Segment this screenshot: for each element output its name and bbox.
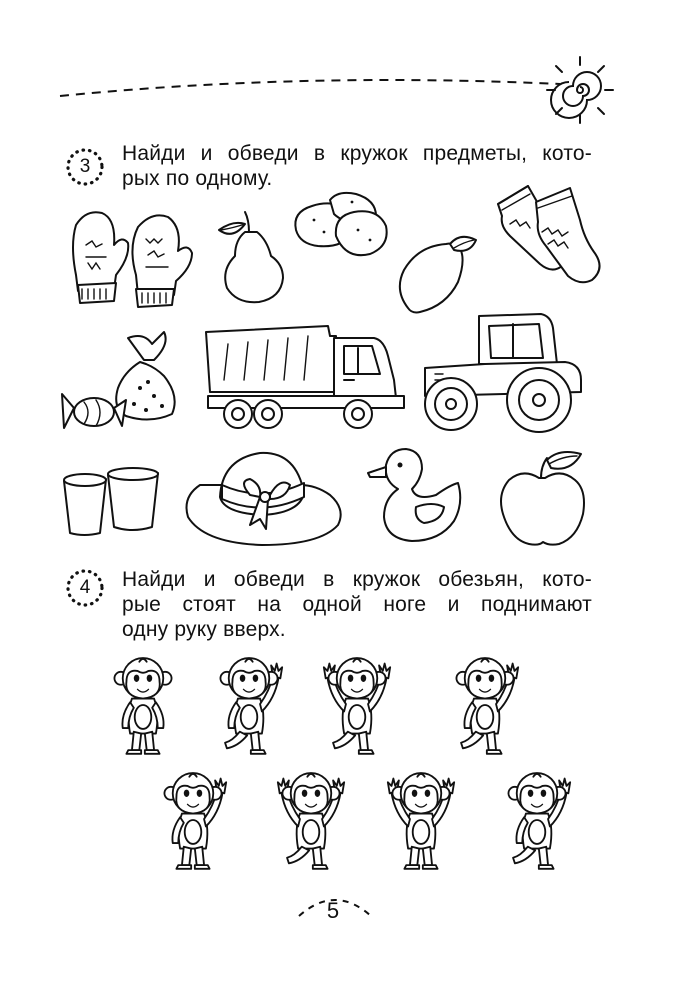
task-4-line-3: одну руку вверх. bbox=[122, 618, 286, 641]
lemon bbox=[390, 230, 480, 320]
apple bbox=[495, 448, 590, 548]
task-3-number-text: 3 bbox=[79, 156, 91, 177]
task-4-line-1: Найди и обведи в кружок обезьян, кото- bbox=[122, 568, 592, 591]
monkey-6 bbox=[276, 765, 346, 875]
page-number: 5 bbox=[326, 898, 340, 923]
task-4-number-text: 4 bbox=[79, 577, 91, 598]
task-4-number bbox=[65, 568, 105, 608]
monkey-5 bbox=[158, 765, 228, 875]
duck bbox=[362, 445, 472, 550]
monkey-8 bbox=[502, 765, 572, 875]
task-3-line-2: рых по одному. bbox=[122, 167, 273, 190]
sun-icon bbox=[545, 55, 615, 125]
task-4-instruction bbox=[122, 567, 592, 642]
task-4-line-2: рые стоят на одной ноге и поднимают bbox=[122, 593, 592, 616]
monkey-2 bbox=[214, 650, 284, 760]
monkey-3 bbox=[322, 650, 392, 760]
monkey-4 bbox=[450, 650, 520, 760]
hat bbox=[180, 445, 345, 550]
monkey-7 bbox=[386, 765, 456, 875]
tractor bbox=[415, 308, 590, 438]
potatoes bbox=[290, 190, 390, 260]
pear bbox=[205, 210, 295, 305]
socks bbox=[488, 180, 608, 300]
cups bbox=[60, 465, 165, 540]
candies bbox=[60, 330, 185, 435]
task-3-line-1: Найди и обведи в кружок предметы, кото- bbox=[122, 142, 592, 165]
task-3-number bbox=[65, 147, 105, 187]
monkey-1 bbox=[108, 650, 178, 760]
mittens bbox=[64, 205, 194, 310]
dump-truck bbox=[198, 318, 408, 438]
